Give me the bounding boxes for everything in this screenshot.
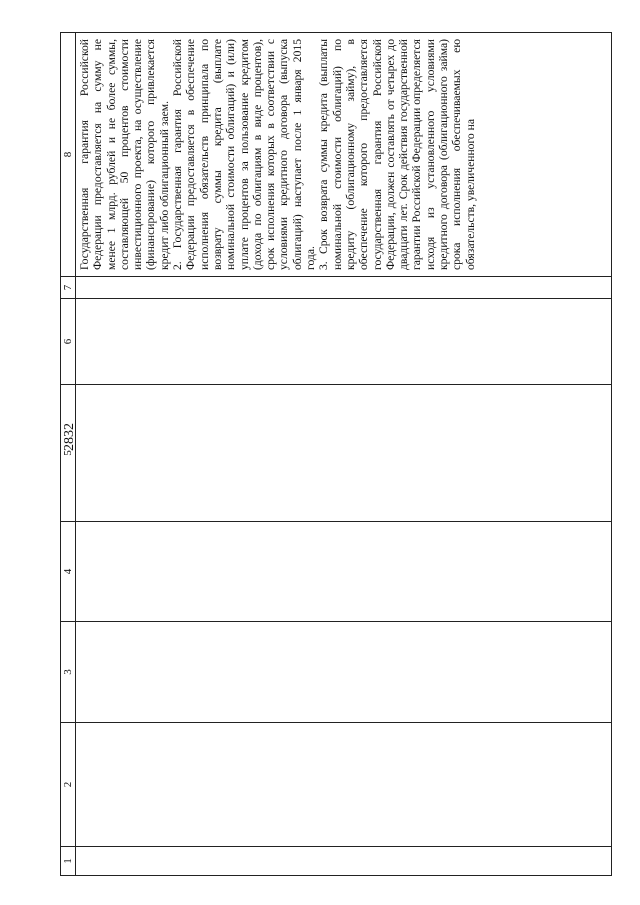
table-cell-2: [76, 723, 612, 847]
paragraph: 3. Срок возврата суммы кредита (выплаты номинальной стоимости облигаций) по кредиту (облигационному займу), в обеспечение которого предоставляется государственная гарантия Российской Федерации, должен составлять от четырех до двадцати лет. Срок действия государственной гарантии Российской Федерации определяется исходя из установленного условиями кредитного договора (облигационного займа) срока исполнения обеспечиваемых ею обязательств, увеличенного на: [317, 39, 477, 270]
column-header-2: 2: [61, 723, 76, 847]
table-row: [76, 33, 612, 876]
column-header-7: 7: [61, 277, 76, 299]
document-table-frame: [60, 33, 612, 876]
table-cell-8: [76, 33, 612, 277]
paragraph: 2. Государственная гарантия Российской Федерации предоставляется в обеспечение исполнения обязательств принципала по возврату суммы кредита (выплате номинальной стоимости облигаций) и (или) уплате процентов за пользование кредитом (дохода по облигациям в виде процентов), срок исполнения которых в соответствии с условиями кредитного договора (выпуска облигаций) наступает после 1 января 2015 года.: [171, 39, 318, 270]
table-cell-1: [76, 847, 612, 876]
table-cell-7: [76, 277, 612, 299]
column-header-8: 8: [61, 33, 76, 277]
table-cell-5: [76, 385, 612, 522]
column-header-4: 4: [61, 522, 76, 622]
column-header-1: 1: [61, 847, 76, 876]
header-row: [61, 33, 76, 876]
column-header-6: 6: [61, 299, 76, 385]
column-header-3: 3: [61, 622, 76, 723]
column-header-5: 5: [61, 385, 76, 522]
table-cell-6: [76, 299, 612, 385]
document-table: [60, 32, 612, 876]
table-cell-3: [76, 622, 612, 723]
page-number: 2832: [62, 423, 77, 451]
paragraph: Государственная гарантия Российской Федерации предоставляется на сумму не менее 1 млрд. рублей и не более суммы, составляющей 50 процентов стоимости инвестиционного проекта, на осуществление (финансирование) которого привлекается кредит либо облигационный заем.: [78, 39, 171, 270]
table-cell-4: [76, 522, 612, 622]
